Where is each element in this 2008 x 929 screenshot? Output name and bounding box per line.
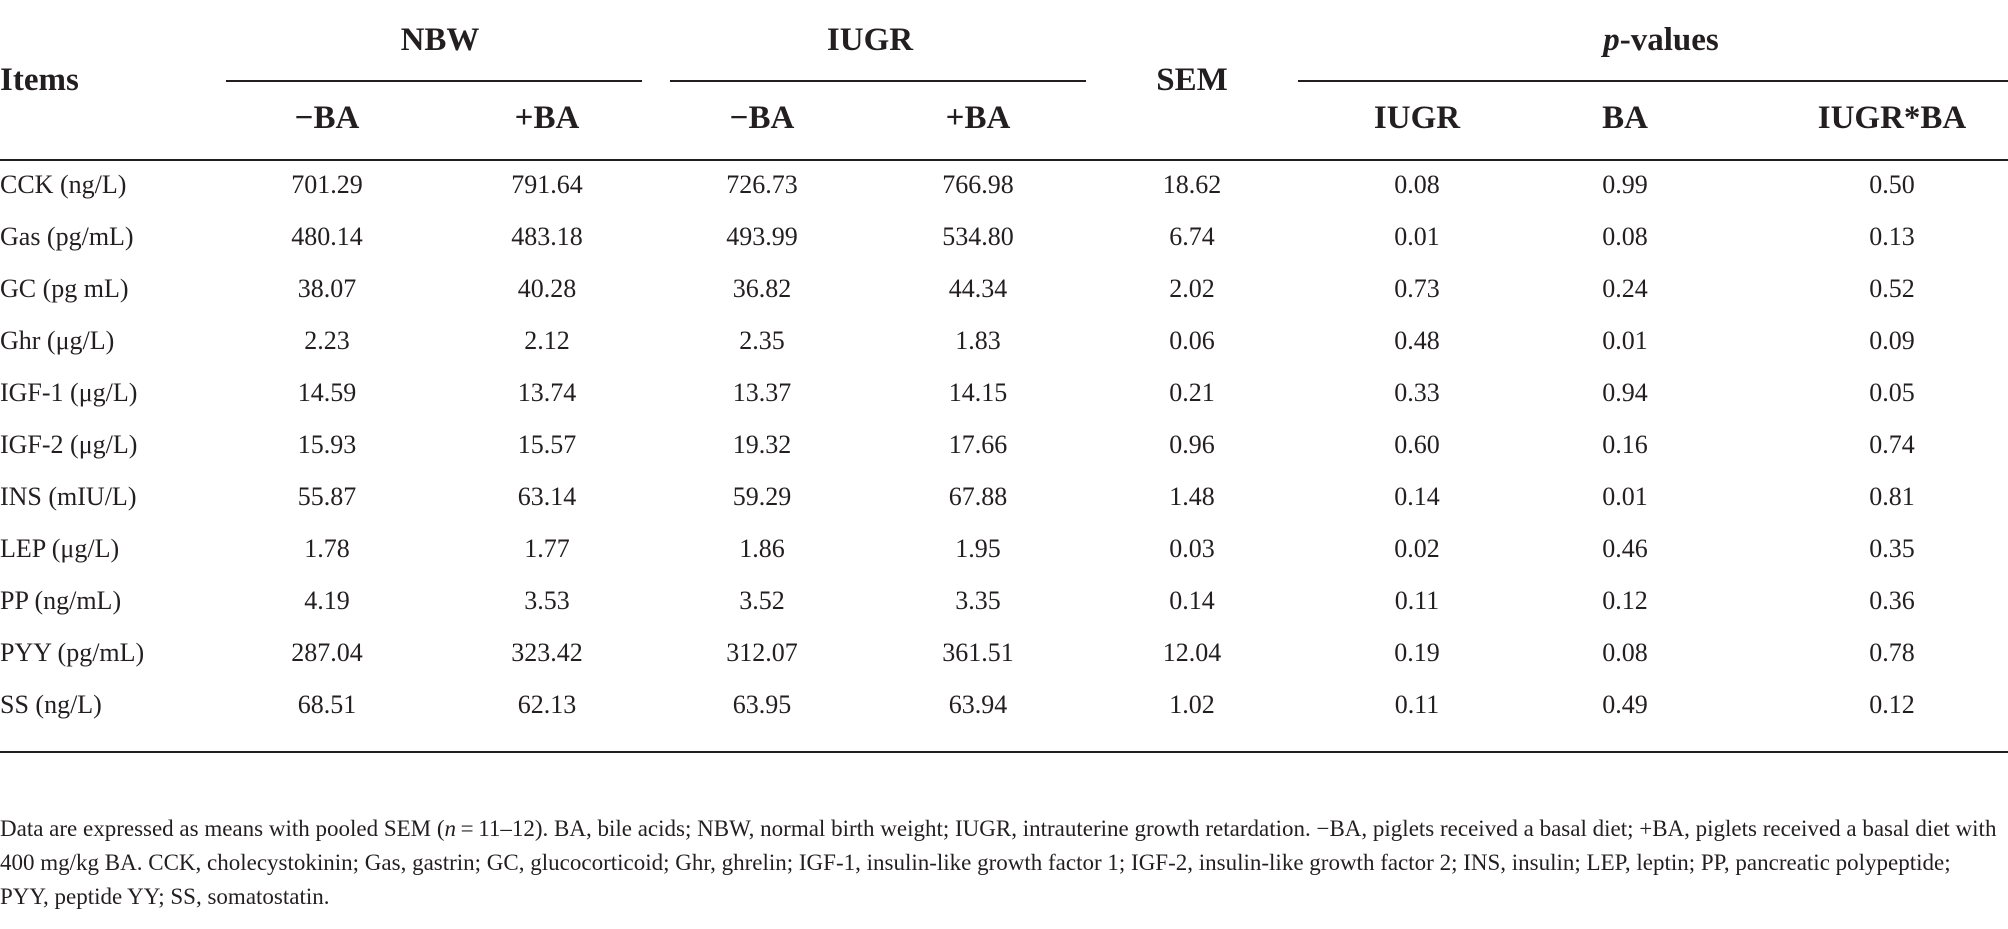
- p-ba-value: 0.46: [1602, 534, 1648, 563]
- item-label: CCK (ng/L): [0, 170, 127, 199]
- p-ba-value: 0.16: [1602, 430, 1648, 459]
- p-iugr-value: 0.60: [1394, 430, 1440, 459]
- iugr-minus-ba-value: 19.32: [732, 430, 792, 459]
- sem-value: 0.96: [1169, 430, 1215, 459]
- p-iugr-value: 0.48: [1394, 326, 1440, 355]
- iugr-minus-ba-value: 493.99: [726, 222, 798, 251]
- p-interaction-value: 0.13: [1869, 222, 1915, 251]
- subheader-p-ba: BA: [1602, 100, 1648, 136]
- nbw-minus-ba-value: 38.07: [297, 274, 357, 303]
- iugr-group-rule: [670, 80, 1086, 82]
- nbw-plus-ba-value: 63.14: [517, 482, 577, 511]
- header-items: Items: [0, 62, 79, 98]
- iugr-plus-ba-value: 3.35: [955, 586, 1001, 615]
- iugr-plus-ba-value: 63.94: [948, 690, 1008, 719]
- sem-value: 0.21: [1169, 378, 1215, 407]
- sem-value: 1.02: [1169, 690, 1215, 719]
- table-row: [0, 679, 2008, 731]
- table-footnote: Data are expressed as means with pooled SEM (n = 11–12). BA, bile acids; NBW, normal birth weight; IUGR, intrauterine growth retardation. −BA, piglets received a basal diet; +BA, piglets received a basal diet with 400 mg/kg BA. CCK, cholecystokinin; Gas, gastrin; GC, glucocorticoid; Ghr, ghrelin; IGF-1, insulin-like growth factor 1; IGF-2, insulin-like growth factor 2; INS, insulin; LEP, leptin; PP, pancreatic polypeptide; PYY, peptide YY; SS, somatostatin.: [0, 816, 1997, 909]
- p-interaction-value: 0.50: [1869, 170, 1915, 199]
- item-label: SS (ng/L): [0, 690, 102, 719]
- p-iugr-value: 0.11: [1394, 586, 1440, 615]
- iugr-minus-ba-value: 3.52: [739, 586, 785, 615]
- subheader-nbw-minus-ba: −BA: [294, 100, 360, 136]
- p-ba-value: 0.12: [1602, 586, 1648, 615]
- item-label: PYY (pg/mL): [0, 638, 145, 667]
- sem-value: 0.14: [1169, 586, 1215, 615]
- header-nbw: NBW: [400, 22, 480, 58]
- p-ba-value: 0.49: [1602, 690, 1648, 719]
- subheader-p-interaction: IUGR*BA: [1817, 100, 1967, 136]
- header-p-values: p-values: [1603, 22, 1719, 58]
- iugr-minus-ba-value: 36.82: [732, 274, 792, 303]
- sem-value: 12.04: [1162, 638, 1222, 667]
- table-row: [0, 159, 2008, 211]
- table-row: [0, 211, 2008, 263]
- table-row: [0, 471, 2008, 523]
- subheader-p-iugr: IUGR: [1373, 100, 1461, 136]
- nbw-plus-ba-value: 483.18: [511, 222, 583, 251]
- item-label: PP (ng/mL): [0, 586, 122, 615]
- p-interaction-value: 0.78: [1869, 638, 1915, 667]
- item-label: Gas (pg/mL): [0, 222, 134, 251]
- p-interaction-value: 0.35: [1869, 534, 1915, 563]
- table-row: [0, 419, 2008, 471]
- p-ba-value: 0.24: [1602, 274, 1648, 303]
- iugr-plus-ba-value: 17.66: [948, 430, 1008, 459]
- table-row: [0, 523, 2008, 575]
- iugr-plus-ba-value: 14.15: [948, 378, 1008, 407]
- iugr-plus-ba-value: 766.98: [942, 170, 1014, 199]
- iugr-minus-ba-value: 312.07: [726, 638, 798, 667]
- nbw-plus-ba-value: 1.77: [524, 534, 570, 563]
- p-iugr-value: 0.33: [1394, 378, 1440, 407]
- p-interaction-value: 0.05: [1869, 378, 1915, 407]
- nbw-plus-ba-value: 40.28: [517, 274, 577, 303]
- nbw-minus-ba-value: 4.19: [304, 586, 350, 615]
- table-row: [0, 627, 2008, 679]
- table-row: [0, 315, 2008, 367]
- p-iugr-value: 0.19: [1394, 638, 1440, 667]
- item-label: IGF-1 (μg/L): [0, 378, 138, 407]
- subheader-iugr-plus-ba: +BA: [945, 100, 1011, 136]
- item-label: INS (mIU/L): [0, 482, 137, 511]
- item-label: LEP (μg/L): [0, 534, 120, 563]
- p-interaction-value: 0.12: [1869, 690, 1915, 719]
- table-row: [0, 367, 2008, 419]
- sem-value: 1.48: [1169, 482, 1215, 511]
- item-label: Ghr (μg/L): [0, 326, 115, 355]
- p-iugr-value: 0.02: [1394, 534, 1440, 563]
- p-ba-value: 0.08: [1602, 222, 1648, 251]
- nbw-plus-ba-value: 791.64: [511, 170, 583, 199]
- nbw-minus-ba-value: 480.14: [291, 222, 363, 251]
- iugr-minus-ba-value: 13.37: [732, 378, 792, 407]
- subheader-iugr-minus-ba: −BA: [729, 100, 795, 136]
- p-iugr-value: 0.01: [1394, 222, 1440, 251]
- subheader-nbw-plus-ba: +BA: [514, 100, 580, 136]
- nbw-plus-ba-value: 13.74: [517, 378, 577, 407]
- nbw-plus-ba-value: 3.53: [524, 586, 570, 615]
- p-iugr-value: 0.73: [1394, 274, 1440, 303]
- nbw-minus-ba-value: 287.04: [291, 638, 363, 667]
- sem-value: 0.06: [1169, 326, 1215, 355]
- p-interaction-value: 0.36: [1869, 586, 1915, 615]
- sem-value: 18.62: [1162, 170, 1222, 199]
- iugr-minus-ba-value: 1.86: [739, 534, 785, 563]
- p-iugr-value: 0.08: [1394, 170, 1440, 199]
- nbw-minus-ba-value: 14.59: [297, 378, 357, 407]
- table-row: [0, 263, 2008, 315]
- p-interaction-value: 0.74: [1869, 430, 1915, 459]
- iugr-plus-ba-value: 361.51: [942, 638, 1014, 667]
- p-interaction-value: 0.52: [1869, 274, 1915, 303]
- iugr-plus-ba-value: 1.83: [955, 326, 1001, 355]
- p-ba-value: 0.99: [1602, 170, 1648, 199]
- p-values-group-rule: [1298, 80, 2008, 82]
- header-iugr: IUGR: [826, 22, 914, 58]
- p-ba-value: 0.08: [1602, 638, 1648, 667]
- iugr-minus-ba-value: 59.29: [732, 482, 792, 511]
- nbw-plus-ba-value: 323.42: [511, 638, 583, 667]
- nbw-plus-ba-value: 62.13: [517, 690, 577, 719]
- nbw-plus-ba-value: 15.57: [517, 430, 577, 459]
- p-ba-value: 0.01: [1602, 326, 1648, 355]
- iugr-plus-ba-value: 534.80: [942, 222, 1014, 251]
- nbw-minus-ba-value: 68.51: [297, 690, 357, 719]
- table-bottom-rule: [0, 751, 2008, 753]
- nbw-plus-ba-value: 2.12: [524, 326, 570, 355]
- item-label: GC (pg mL): [0, 274, 129, 303]
- iugr-minus-ba-value: 2.35: [739, 326, 785, 355]
- p-iugr-value: 0.14: [1394, 482, 1440, 511]
- p-interaction-value: 0.81: [1869, 482, 1915, 511]
- table-row: [0, 575, 2008, 627]
- iugr-minus-ba-value: 63.95: [732, 690, 792, 719]
- nbw-group-rule: [226, 80, 642, 82]
- sem-value: 2.02: [1169, 274, 1215, 303]
- nbw-minus-ba-value: 1.78: [304, 534, 350, 563]
- iugr-plus-ba-value: 1.95: [955, 534, 1001, 563]
- nbw-minus-ba-value: 15.93: [297, 430, 357, 459]
- sem-value: 0.03: [1169, 534, 1215, 563]
- nbw-minus-ba-value: 701.29: [291, 170, 363, 199]
- nbw-minus-ba-value: 55.87: [297, 482, 357, 511]
- sem-value: 6.74: [1169, 222, 1215, 251]
- nbw-minus-ba-value: 2.23: [304, 326, 350, 355]
- iugr-plus-ba-value: 44.34: [948, 274, 1008, 303]
- header-sem: SEM: [1156, 62, 1228, 98]
- p-ba-value: 0.94: [1602, 378, 1648, 407]
- p-ba-value: 0.01: [1602, 482, 1648, 511]
- iugr-plus-ba-value: 67.88: [948, 482, 1008, 511]
- p-interaction-value: 0.09: [1869, 326, 1915, 355]
- p-iugr-value: 0.11: [1394, 690, 1440, 719]
- iugr-minus-ba-value: 726.73: [726, 170, 798, 199]
- item-label: IGF-2 (μg/L): [0, 430, 138, 459]
